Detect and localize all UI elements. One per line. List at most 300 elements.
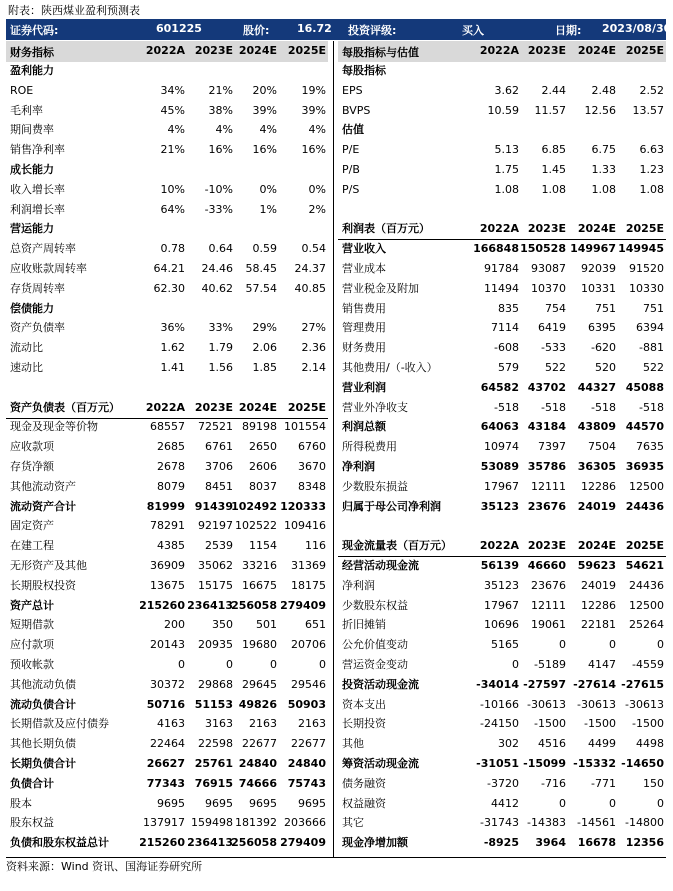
left-row	[6, 754, 328, 774]
right-header-year: 2022A	[479, 44, 519, 57]
left-row-value: 9695	[157, 796, 185, 810]
left-table-header	[6, 41, 328, 62]
right-row	[338, 398, 666, 418]
left-row-label: 长期股权投资	[10, 578, 76, 592]
left-row-label: 流动资产合计	[10, 499, 76, 513]
left-row-value: 33216	[242, 559, 277, 572]
right-row-label: 资本支出	[342, 697, 386, 711]
left-row-value: 4%	[308, 123, 326, 137]
right-row-label: EPS	[342, 83, 363, 97]
left-row	[6, 596, 328, 616]
left-row-value: 1.85	[252, 361, 277, 374]
right-row-value: 0	[559, 796, 566, 810]
right-row-value: 93087	[531, 262, 566, 275]
left-row-value: 2025E	[287, 400, 326, 414]
right-row-value: 2022A	[479, 222, 519, 236]
right-row	[338, 556, 666, 576]
right-row-value: 0	[657, 638, 664, 652]
left-header-year: 2025E	[287, 44, 326, 57]
code-label: 证券代码:	[10, 24, 59, 37]
left-row-value: 200	[164, 618, 185, 632]
right-row-label: 现金净增加额	[342, 836, 408, 850]
left-row-value: 9695	[205, 796, 233, 810]
right-row-value: -14650	[621, 757, 664, 770]
left-row-value: 40.85	[294, 281, 326, 295]
left-row-label: 流动比	[10, 341, 43, 355]
left-row-value: 0.64	[208, 242, 233, 256]
left-row	[6, 774, 328, 794]
left-row-value: 51153	[194, 697, 233, 711]
left-row	[6, 516, 328, 536]
left-row-value: 159498	[191, 816, 233, 830]
left-row-value: 9695	[298, 796, 326, 810]
right-row	[338, 378, 666, 398]
right-row-label: 财务费用	[342, 341, 386, 355]
left-row-value: 16%	[208, 143, 233, 157]
left-row-value: 101554	[284, 420, 326, 434]
right-row	[338, 794, 666, 814]
left-row-value: 3670	[298, 460, 326, 473]
left-row-value: 8037	[249, 479, 277, 493]
left-row	[6, 417, 328, 437]
right-row-value: 19061	[531, 618, 566, 632]
left-row-value: 34%	[160, 83, 185, 97]
left-row-label: 流动负债合计	[10, 697, 76, 711]
right-row-value: 5.13	[494, 143, 519, 157]
left-row-label: 应收款项	[10, 440, 54, 454]
right-row-label: 少数股东损益	[342, 479, 408, 493]
right-row-value: 2022A	[479, 539, 519, 553]
left-row-value: 4%	[259, 123, 277, 137]
left-row-value: 25761	[194, 757, 233, 770]
right-header-year: 2024E	[577, 44, 616, 57]
left-row-label: 长期负债合计	[10, 757, 76, 770]
left-header-year: 2022A	[145, 44, 185, 57]
left-row-label: 资产负债表（百万元）	[10, 400, 120, 414]
right-row	[338, 497, 666, 517]
left-row-value: 203666	[284, 816, 326, 830]
right-row-value: -5189	[534, 658, 566, 671]
right-row-value: 64063	[480, 420, 519, 434]
left-row-label: 存货周转率	[10, 281, 65, 295]
report-date: 2023/08/30	[602, 22, 672, 35]
right-row-value: -4559	[632, 658, 664, 671]
left-row-value: 0	[178, 658, 185, 671]
left-row-value: 19%	[301, 83, 326, 97]
right-row-value: -3720	[487, 776, 519, 790]
right-row-value: 0	[657, 796, 664, 810]
right-row-value: -14383	[527, 816, 566, 830]
left-row-value: 49826	[238, 697, 277, 711]
right-row	[338, 259, 666, 279]
left-row-value: 57.54	[245, 281, 277, 295]
right-row-value: -14800	[625, 816, 664, 830]
right-row-value: 44570	[625, 420, 664, 434]
right-row-value: 53089	[480, 460, 519, 473]
left-row-value: 4385	[157, 539, 185, 553]
left-row-label: 成长能力	[10, 163, 54, 176]
right-header-year: 2023E	[527, 44, 566, 57]
left-row-label: 资产负债率	[10, 321, 65, 335]
right-row	[338, 655, 666, 675]
right-row	[338, 615, 666, 635]
right-table-header	[338, 41, 666, 62]
right-row-value: -30613	[625, 697, 664, 711]
left-row	[6, 378, 328, 398]
left-header-year: 2023E	[194, 44, 233, 57]
left-row	[6, 635, 328, 655]
right-row-value: 59623	[577, 559, 616, 572]
right-row-value: 302	[498, 737, 519, 751]
left-row-value: 3706	[205, 460, 233, 473]
right-row-value: -15332	[573, 757, 616, 770]
left-row-value: 68557	[150, 420, 185, 434]
right-row-value: 0	[609, 638, 616, 652]
left-row-label: 现金及现金等价物	[10, 420, 98, 434]
left-header-title: 财务指标	[10, 46, 54, 59]
right-row-value: 46660	[527, 559, 566, 572]
right-row-value: -518	[639, 400, 664, 414]
left-row-value: 0%	[308, 182, 326, 196]
left-row-value: 6760	[298, 440, 326, 454]
left-row-value: 15175	[198, 578, 233, 592]
left-row-value: 8451	[205, 479, 233, 493]
left-row-value: 89198	[242, 420, 277, 434]
right-row-value: 23676	[531, 578, 566, 592]
left-row-value: 58.45	[245, 262, 277, 275]
left-row-label: 利润增长率	[10, 202, 65, 216]
left-row-label: 销售净利率	[10, 143, 65, 157]
right-row-value: 6394	[636, 321, 664, 335]
left-row-value: 36909	[150, 559, 185, 572]
left-row-value: 92197	[198, 519, 233, 533]
left-row-value: 0	[226, 658, 233, 671]
right-row-label: P/B	[342, 163, 360, 176]
right-row-value: 6419	[538, 321, 566, 335]
left-row-value: 9695	[249, 796, 277, 810]
right-row-value: 17967	[484, 598, 519, 612]
right-row-value: 17967	[484, 479, 519, 493]
left-row-label: 盈利能力	[10, 64, 54, 77]
right-row-label: 管理费用	[342, 321, 386, 335]
left-row-value: 236413	[187, 836, 233, 850]
right-row-value: 150	[643, 776, 664, 790]
right-row-value: 24019	[581, 578, 616, 592]
left-row	[6, 398, 328, 419]
right-row-value: 10331	[581, 281, 616, 295]
right-row-value: -34014	[476, 677, 519, 691]
left-row-value: 20%	[252, 83, 277, 97]
right-row-value: 5165	[491, 638, 519, 652]
left-row-value: 0.78	[160, 242, 185, 256]
right-row-label: 其他费用/（-收入）	[342, 361, 438, 374]
left-row-label: 毛利率	[10, 103, 43, 117]
left-row-value: 64%	[160, 202, 185, 216]
left-row	[6, 714, 328, 734]
right-row-value: 24019	[577, 499, 616, 513]
left-row-value: 2%	[308, 202, 326, 216]
right-row-value: 520	[595, 361, 616, 374]
right-row-value: 13.57	[632, 103, 664, 117]
left-row-value: 2024E	[238, 400, 277, 414]
right-row-value: 751	[595, 301, 616, 315]
left-row-label: ROE	[10, 83, 34, 97]
right-row-value: 12286	[581, 479, 616, 493]
left-row-value: 29546	[291, 677, 326, 691]
left-row	[6, 536, 328, 556]
left-row	[6, 437, 328, 457]
right-row-value: -14561	[577, 816, 616, 830]
right-header-title: 每股指标与估值	[342, 46, 419, 59]
left-row-label: 在建工程	[10, 539, 54, 553]
left-row-value: 72521	[198, 420, 233, 434]
right-row	[338, 437, 666, 457]
right-row-value: 10.59	[487, 103, 519, 117]
right-row-value: 92039	[581, 262, 616, 275]
right-row-value: -620	[591, 341, 616, 355]
left-row	[6, 556, 328, 576]
right-row-value: 1.08	[639, 182, 664, 196]
left-row-label: 其他流动负债	[10, 677, 76, 691]
right-row-value: -771	[591, 776, 616, 790]
left-row-value: 2650	[249, 440, 277, 454]
left-row-value: 2.14	[301, 361, 326, 374]
right-row-value: -8925	[483, 836, 519, 850]
left-row-value: 8348	[298, 479, 326, 493]
right-row-value: 2.48	[591, 83, 616, 97]
left-row-value: 3163	[205, 717, 233, 731]
right-row-value: -31743	[480, 816, 519, 830]
right-row-value: 6.75	[591, 143, 616, 157]
right-row	[338, 536, 666, 557]
right-row-value: 4147	[588, 658, 616, 671]
right-row-value: 150528	[520, 242, 566, 256]
left-row	[6, 338, 328, 358]
left-row-value: 350	[212, 618, 233, 632]
left-row-value: 2163	[249, 717, 277, 731]
right-row-value: -1500	[632, 717, 664, 731]
right-row-label: 销售费用	[342, 301, 386, 315]
right-row-label: 其他	[342, 737, 364, 751]
left-row-value: 30372	[150, 677, 185, 691]
right-row-value: 12500	[629, 479, 664, 493]
price-label: 股价:	[243, 24, 270, 37]
right-row-value: -15099	[523, 757, 566, 770]
left-row-value: 22677	[242, 737, 277, 751]
left-row-label: 其他长期负债	[10, 737, 76, 751]
right-row-label: 营业成本	[342, 262, 386, 275]
right-row-value: -518	[541, 400, 566, 414]
left-header-year: 2024E	[238, 44, 277, 57]
right-header-year: 2025E	[625, 44, 664, 57]
left-row-value: 501	[256, 618, 277, 632]
left-row-value: 22464	[150, 737, 185, 751]
left-row	[6, 457, 328, 477]
left-row-value: 0.59	[252, 242, 277, 256]
left-row-value: 256058	[231, 836, 277, 850]
right-row-value: 2023E	[527, 222, 566, 236]
left-row-value: 1154	[249, 539, 277, 553]
right-row-value: 44327	[577, 380, 616, 394]
left-row-value: 2.06	[252, 341, 277, 355]
left-row-label: 其他流动资产	[10, 479, 76, 493]
rating-label: 投资评级:	[348, 24, 397, 37]
right-row-value: 3964	[535, 836, 566, 850]
right-row-value: 2023E	[527, 539, 566, 553]
right-row-value: -24150	[480, 717, 519, 731]
right-row	[338, 477, 666, 497]
left-row-value: 22677	[291, 737, 326, 751]
left-row-value: 2023E	[194, 400, 233, 414]
right-row-value: 35123	[484, 578, 519, 592]
right-row-value: 7504	[588, 440, 616, 454]
left-row-value: 1%	[259, 202, 277, 216]
left-row-value: 2678	[157, 460, 185, 473]
left-row-label: 固定资产	[10, 519, 54, 533]
right-row-label: 归属于母公司净利润	[342, 499, 441, 513]
right-row	[338, 219, 666, 240]
stock-price: 16.72	[297, 22, 332, 35]
right-row-label: 营运资金变动	[342, 658, 408, 671]
left-row-value: 21%	[160, 143, 185, 157]
right-row-value: 2.44	[541, 83, 566, 97]
right-row-label: 长期投资	[342, 717, 386, 731]
left-row-value: 45%	[160, 103, 185, 117]
right-row-value: 22181	[581, 618, 616, 632]
left-row-value: 81999	[146, 499, 185, 513]
rating-value: 买入	[462, 24, 484, 37]
right-row-value: 36935	[625, 460, 664, 473]
left-row-value: 35062	[198, 559, 233, 572]
right-row	[338, 417, 666, 437]
right-row-value: 10330	[629, 281, 664, 295]
right-row-label: 利润总额	[342, 420, 386, 434]
left-row-label: 营运能力	[10, 222, 54, 236]
right-row-label: 净利润	[342, 578, 375, 592]
right-row-value: -716	[541, 776, 566, 790]
right-row-value: 0	[609, 796, 616, 810]
right-row	[338, 299, 666, 319]
left-row-value: 26627	[146, 757, 185, 770]
left-row	[6, 734, 328, 754]
left-row-value: -33%	[204, 202, 233, 216]
left-row-value: 0.54	[301, 242, 326, 256]
left-row	[6, 477, 328, 497]
left-row-value: 1.41	[160, 361, 185, 374]
left-row-label: 应付款项	[10, 638, 54, 652]
left-row-value: 38%	[208, 103, 233, 117]
left-row-value: 1.56	[208, 361, 233, 374]
left-row-label: 负债合计	[10, 776, 54, 790]
right-row-value: -1500	[584, 717, 616, 731]
right-row-value: 835	[498, 301, 519, 315]
left-row-value: 18175	[291, 578, 326, 592]
right-row-value: 6.85	[541, 143, 566, 157]
left-row-value: 181392	[235, 816, 277, 830]
left-row-value: 50716	[146, 697, 185, 711]
right-row-label: 权益融资	[342, 796, 386, 810]
page-title: 附表：陕西煤业盈利预测表	[8, 4, 140, 17]
left-row	[6, 160, 328, 180]
left-row-value: 24.46	[201, 262, 233, 275]
right-row-label: 债务融资	[342, 776, 386, 790]
left-row-label: 速动比	[10, 361, 43, 374]
left-row-label: 总资产周转率	[10, 242, 76, 256]
right-row-label: 营业利润	[342, 380, 386, 394]
right-row	[338, 101, 666, 121]
left-row	[6, 576, 328, 596]
right-row-label: 折旧摊销	[342, 618, 386, 632]
right-row	[338, 180, 666, 200]
right-row-value: -881	[639, 341, 664, 355]
left-row-label: 存货净额	[10, 460, 54, 473]
stock-code: 601225	[156, 22, 202, 35]
left-row-value: 16%	[252, 143, 277, 157]
right-row-value: 1.33	[591, 163, 616, 176]
right-row-value: 522	[643, 361, 664, 374]
right-row-value: -27614	[573, 677, 616, 691]
right-row-value: 2.52	[639, 83, 664, 97]
right-row-value: 12.56	[584, 103, 616, 117]
left-row	[6, 615, 328, 635]
right-row	[338, 516, 666, 536]
left-row-value: 78291	[150, 519, 185, 533]
left-row-value: 75743	[287, 776, 326, 790]
left-row-value: 76915	[194, 776, 233, 790]
right-row	[338, 774, 666, 794]
right-row	[338, 160, 666, 180]
right-row-label: 所得税费用	[342, 440, 397, 454]
right-row-label: 利润表（百万元）	[342, 222, 430, 236]
left-row-label: 股本	[10, 796, 32, 810]
right-row-value: 1.08	[591, 182, 616, 196]
left-row-value: 120333	[280, 499, 326, 513]
right-row-value: 7635	[636, 440, 664, 454]
right-row-value: 35123	[480, 499, 519, 513]
right-row-value: 522	[545, 361, 566, 374]
right-row-value: 45088	[625, 380, 664, 394]
right-row	[338, 675, 666, 695]
stock-info-bar	[6, 19, 672, 40]
left-row-value: 236413	[187, 598, 233, 612]
left-row-label: 收入增长率	[10, 182, 65, 196]
right-row-value: -518	[591, 400, 616, 414]
right-row-value: 4499	[588, 737, 616, 751]
left-row-value: 2606	[249, 460, 277, 473]
right-row-label: 现金流量表（百万元）	[342, 539, 452, 553]
right-row-label: 净利润	[342, 460, 375, 473]
right-row-value: -30613	[577, 697, 616, 711]
right-row	[338, 833, 666, 853]
left-row	[6, 299, 328, 319]
right-row-label: 少数股东权益	[342, 598, 408, 612]
right-row-value: 751	[643, 301, 664, 315]
left-row-value: 256058	[231, 598, 277, 612]
left-row-label: 负债和股东权益总计	[10, 836, 109, 850]
left-row-value: 0	[319, 658, 326, 671]
left-row	[6, 180, 328, 200]
left-row-value: 102492	[231, 499, 277, 513]
right-row	[338, 239, 666, 259]
left-row	[6, 318, 328, 338]
left-row-value: 74666	[238, 776, 277, 790]
left-row	[6, 259, 328, 279]
column-divider	[333, 41, 334, 857]
right-row-label: 公允价值变动	[342, 638, 408, 652]
left-row	[6, 279, 328, 299]
right-row-value: 43809	[577, 420, 616, 434]
right-row-value: 16678	[577, 836, 616, 850]
